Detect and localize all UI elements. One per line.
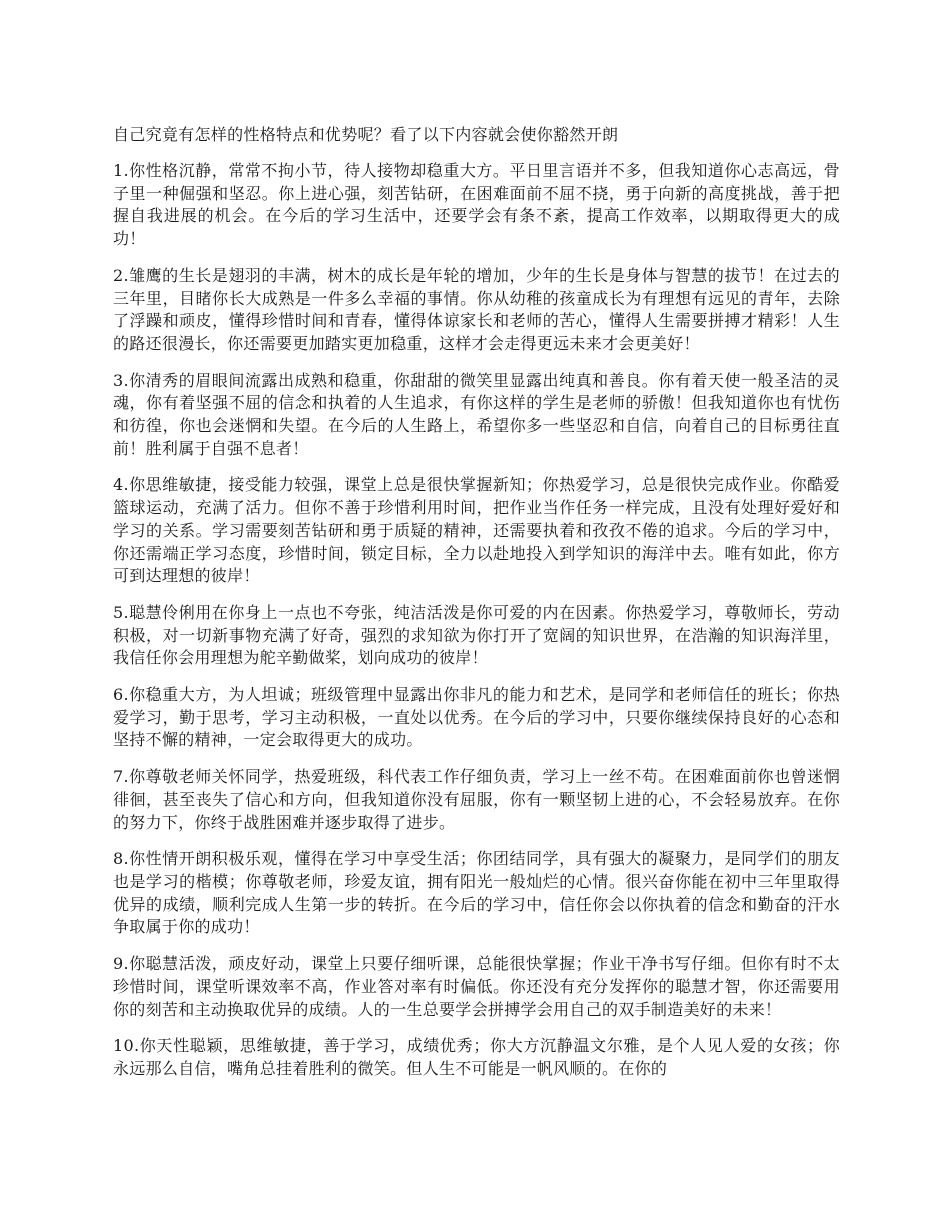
comment-paragraph-9: 9.你聪慧活泼，顽皮好动，课堂上只要仔细听课，总能很快掌握；作业干净书写仔细。但你有时不太珍惜时间，课堂听课效率不高，作业答对率有时偏低。你还没有充分发挥你的聪慧才智，你还需要用你的刻苦和主动换取优异的成绩。人的一生总要学会拼搏学会用自己的双手制造美好的未来！ bbox=[113, 954, 840, 1019]
comment-paragraph-4: 4.你思维敏捷，接受能力较强，课堂上总是很快掌握新知；你热爱学习，总是很快完成作业。你酷爱篮球运动，充满了活力。但你不善于珍惜利用时间，把作业当作任务一样完成，且没有处理好爱好和学习的关系。学习需要刻苦钻研和勇于质疑的精神，还需要执着和孜孜不倦的追求。今后的学习中，你还需端正学习态度，珍惜时间，锁定目标，全力以赴地投入到学知识的海洋中去。唯有如此，你方可到达理想的彼岸！ bbox=[113, 475, 840, 586]
comment-paragraph-3: 3.你清秀的眉眼间流露出成熟和稳重，你甜甜的微笑里显露出纯真和善良。你有着天使一般圣洁的灵魂，你有着坚强不屈的信念和执着的人生追求，有你这样的学生是老师的骄傲！但我知道你也有忧伤和彷徨，你也会迷惘和失望。在今后的人生路上，希望你多一些坚忍和自信，向着自己的目标勇往直前！胜利属于自强不息者！ bbox=[113, 370, 840, 458]
comment-paragraph-8: 8.你性情开朗积极乐观，懂得在学习中享受生活；你团结同学，具有强大的凝聚力，是同学们的朋友也是学习的楷模；你尊敬老师，珍爱友谊，拥有阳光一般灿烂的心情。很兴奋你能在初中三年里取得优异的成绩，顺利完成人生第一步的转折。在今后的学习中，信任你会以你执着的信念和勤奋的汗水争取属于你的成功！ bbox=[113, 849, 840, 937]
comment-paragraph-2: 2.雏鹰的生长是翅羽的丰满，树木的成长是年轮的增加，少年的生长是身体与智慧的拔节！在过去的三年里，目睹你长大成熟是一件多么幸福的事情。你从幼稚的孩童成长为有理想有远见的青年，去除了浮躁和顽皮，懂得珍惜时间和青春，懂得体谅家长和老师的苦心，懂得人生需要拼搏才精彩！人生的路还很漫长，你还需要更加踏实更加稳重，这样才会走得更远未来才会更美好！ bbox=[113, 265, 840, 353]
comment-paragraph-5: 5.聪慧伶俐用在你身上一点也不夸张，纯洁活泼是你可爱的内在因素。你热爱学习，尊敬师长，劳动积极，对一切新事物充满了好奇，强烈的求知欲为你打开了宽阔的知识世界，在浩瀚的知识海洋里，我信任你会用理想为舵辛勤做桨，划向成功的彼岸！ bbox=[113, 602, 840, 668]
comment-paragraph-7: 7.你尊敬老师关怀同学，热爱班级，科代表工作仔细负责，学习上一丝不苟。在困难面前你也曾迷惘徘徊，甚至丧失了信心和方向，但我知道你没有屈服，你有一颗坚韧上进的心，不会轻易放弃。在你的努力下，你终于战胜困难并逐步取得了进步。 bbox=[113, 767, 840, 832]
intro-line: 自己究竟有怎样的性格特点和优势呢？看了以下内容就会使你豁然开朗 bbox=[113, 125, 619, 144]
comment-paragraph-10: 10.你天性聪颖，思维敏捷，善于学习，成绩优秀；你大方沉静温文尔雅，是个人见人爱的女孩；你永远那么自信，嘴角总挂着胜利的微笑。但人生不可能是一帆风顺的。在你的 bbox=[113, 1036, 840, 1078]
comment-paragraph-6: 6.你稳重大方，为人坦诚；班级管理中显露出你非凡的能力和艺术，是同学和老师信任的班长；你热爱学习，勤于思考，学习主动积极，一直处以优秀。在今后的学习中，只要你继续保持良好的心态和坚持不懈的精神，一定会取得更大的成功。 bbox=[113, 685, 840, 750]
comment-paragraph-1: 1.你性格沉静，常常不拘小节，待人接物却稳重大方。平日里言语并不多，但我知道你心志高远，骨子里一种倔强和坚忍。你上进心强，刻苦钻研，在困难面前不屈不挠，勇于向新的高度挑战，善于把握自我进展的机会。在今后的学习生活中，还要学会有条不紊，提高工作效率，以期取得更大的成功！ bbox=[113, 161, 840, 249]
